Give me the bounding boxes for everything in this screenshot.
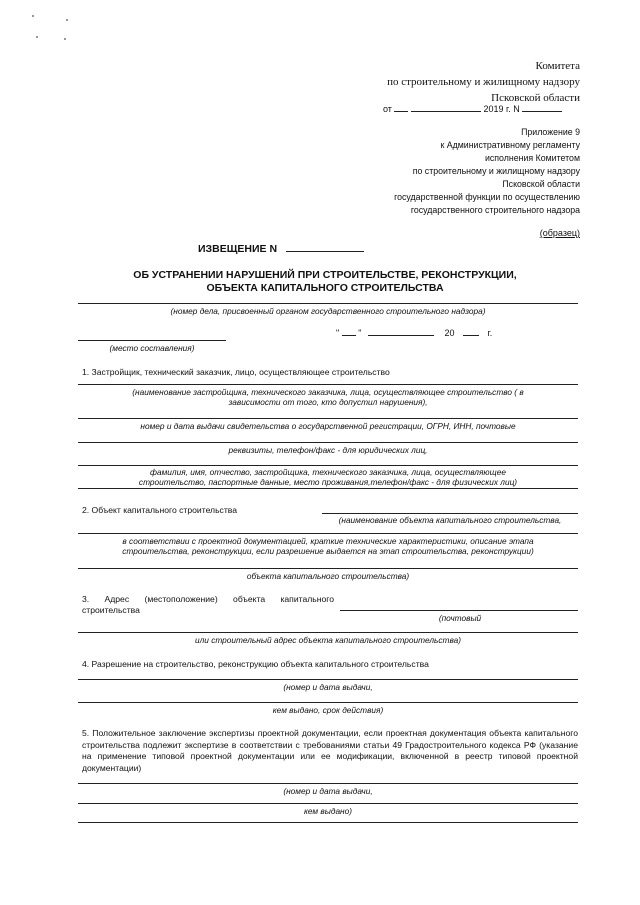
case-number-caption: (номер дела, присвоенный органом государственного строительного надзора) [170,306,486,316]
compile-date [336,326,576,339]
section-4-caption: (номер и дата выдачи, [283,682,373,692]
compile-year-blank[interactable] [463,326,479,336]
notice-subtitle-line1: ОБ УСТРАНЕНИИ НАРУШЕНИЙ ПРИ СТРОИТЕЛЬСТВЕ, РЕКОНСТРУКЦИИ, [133,269,517,281]
date-year: 2019 г. N [483,104,520,114]
section-1-line[interactable] [78,465,578,466]
section-3-caption: (почтовый [438,613,482,623]
section-2-label: 2. Объект капитального строительства [82,505,238,515]
appendix-line: государственного строительного надзора [410,205,580,215]
compile-month-blank[interactable] [368,326,434,336]
section-3-line[interactable] [340,610,578,611]
section-3-line[interactable] [78,632,578,633]
section-1-caption: номер и дата выдачи свидетельства о государственной регистрации, ОГРН, ИНН, почтовые [140,421,516,431]
quote-open: " [336,328,340,338]
caption-line: строительство, паспортные данные, место проживания,телефон/факс - для физических лиц) [138,477,518,488]
section-3-label [82,594,334,615]
day-blank[interactable] [394,102,408,112]
header-block [300,58,580,106]
section-5-caption: (номер и дата выдачи, [283,786,373,796]
section-5-line[interactable] [78,783,578,784]
section-2-caption: (наименование объекта капитального строительства, [338,515,562,525]
quote-close: " [358,328,362,338]
place-line[interactable] [78,340,226,341]
notice-subtitle-line2: ОБЪЕКТА КАПИТАЛЬНОГО СТРОИТЕЛЬСТВА [206,282,444,294]
appendix-line: по строительному и жилищному надзору [412,166,580,176]
notice-title [198,242,364,256]
header-line: по строительному и жилищному надзору [387,76,580,88]
appendix-line: Псковской области [502,179,580,189]
section-4-label: 4. Разрешение на строительство, реконструкцию объекта капитального строительства [82,659,429,669]
scan-speck [36,36,38,38]
date-prefix: от [383,104,392,114]
section-2-line[interactable] [78,568,578,569]
header-line: Псковской области [491,92,580,104]
notice-title-text: ИЗВЕЩЕНИЕ N [198,243,278,255]
label-line: 3. Адрес (местоположение) объекта капитального [82,594,334,604]
caption-line: строительства, реконструкции, если разрешение выдается на этап строительства, реконструкции) [122,546,534,557]
section-4-line[interactable] [78,679,578,680]
place-caption: (место составления) [109,343,195,353]
appendix-line: государственной функции по осуществлению [394,192,580,202]
section-1-caption: реквизиты, телефон/факс - для юридических лиц, [228,445,428,455]
header-date [383,102,593,115]
sample-label: (образец) [539,228,580,238]
scan-speck [64,38,66,40]
appendix-line: исполнения Комитетом [484,153,580,163]
section-3-caption: или строительный адрес объекта капитального строительства) [194,635,461,645]
section-4-line[interactable] [78,702,578,703]
case-number-line[interactable] [78,303,578,304]
section-1-line[interactable] [78,384,578,385]
caption-line: в соответствии с проектной документацией, краткие технические характеристики, описание этапа [122,536,534,546]
compile-year-suffix: г. [487,328,493,338]
section-5-text: 5. Положительное заключение экспертизы проектной документации, если проектная документация объекта капитального строительства подлежит экспертизе в соответствии с требованиями статьи 49 Градостроительного кодекса РФ (указание на применение типовой проектной документации или ее модификации, включенной в реестр типовой проектной документации) [82,728,578,773]
caption-line: (наименование застройщика, технического заказчика, лица, осуществляющее строительство ( в [132,387,524,397]
appendix-line: Приложение 9 [521,127,580,137]
section-4-caption: кем выдано, срок действия) [272,705,384,715]
section-2-caption [78,536,578,557]
section-1-line[interactable] [78,488,578,489]
section-1-line[interactable] [78,418,578,419]
scan-speck [66,19,68,21]
appendix-block [300,126,580,217]
compile-year: 20 [444,328,455,338]
header-line: Комитета [535,60,580,72]
compile-day-blank[interactable] [342,326,356,336]
notice-number-blank[interactable] [286,242,364,252]
section-2-line[interactable] [322,513,578,514]
section-1-label: 1. Застройщик, технический заказчик, лицо, осуществляющее строительство [82,367,390,377]
scan-speck [32,15,34,17]
appendix-line: к Административному регламенту [440,140,580,150]
month-blank[interactable] [411,102,481,112]
section-2-line[interactable] [78,533,578,534]
number-blank[interactable] [522,102,562,112]
label-line: строительства [82,604,140,615]
section-2-caption: объекта капитального строительства) [246,571,410,581]
caption-line: фамилия, имя, отчество, застройщика, технического заказчика, лица, осуществляющее [150,467,506,477]
notice-subtitle [60,269,590,295]
caption-line: зависимости от того, кто допустил нарушения), [228,397,428,408]
section-5-line[interactable] [78,803,578,804]
section-1-line[interactable] [78,442,578,443]
section-5-caption: кем выдано) [303,806,352,816]
section-1-caption [78,467,578,488]
section-5-line[interactable] [78,822,578,823]
section-1-caption [78,387,578,408]
